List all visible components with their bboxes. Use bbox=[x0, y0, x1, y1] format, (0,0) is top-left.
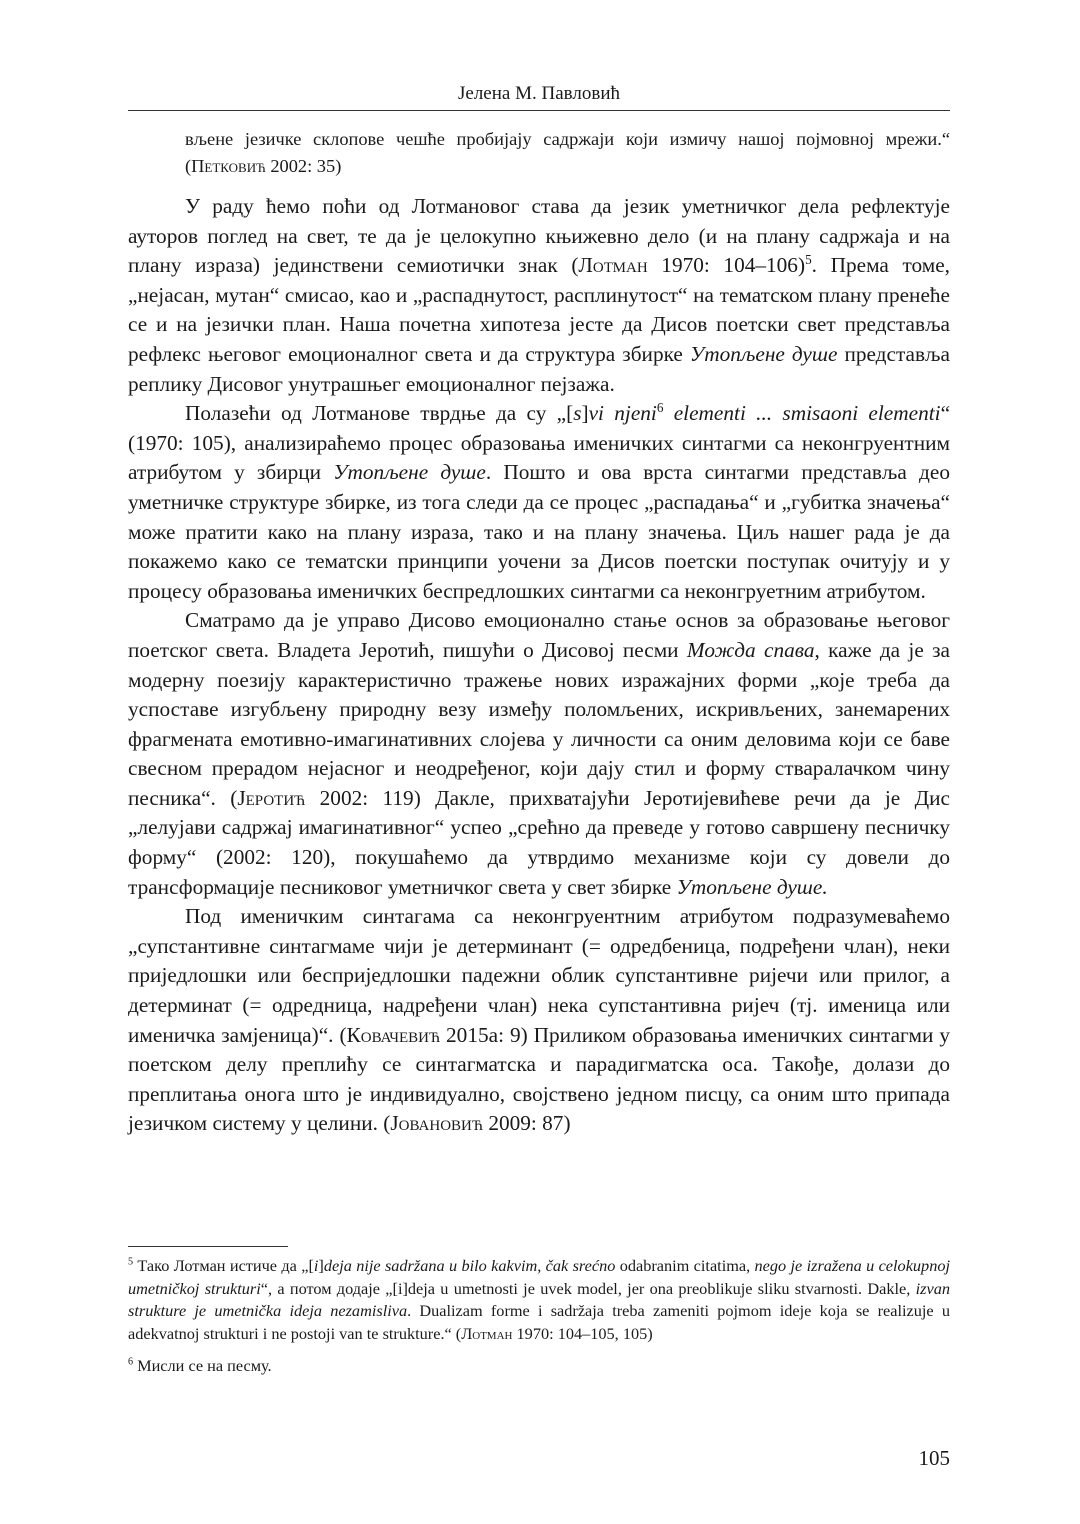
main-text bbox=[128, 126, 950, 1139]
running-head: Јелена М. Павловић bbox=[128, 80, 950, 111]
quote-continuation: вљене језичке склопове чешће пробијају садржаји који измичу нашој појмовној мрежи.“ (Петковић 2002: 35) bbox=[185, 129, 950, 176]
paragraph-3: Сматрамо да је управо Дисово емоционално стање основ за образовање његовог поетског света. Владета Јеротић, пишући о Дисовој песми Можда спава, каже да је за модерну поезију карактеристично тражење нових изражајних форми „које треба да успоставе изгубљену природну везу између поломљених, искривљених, занемарених фрагмената емотивно-имагинативних слојева у личности са оним деловима који се баве свесном прерадом нејасног и неодређеног, који дају стил и форму стваралачком чину песника“. (Јеротић 2002: 119) Дакле, прихватајући Јеротијевићеве речи да је Дис „лелујави садржај имагинативног“ успео „срећно да преведе у готово савршену песничку форму“ (2002: 120), покушаћемо да утврдимо механизме који су довели до трансформације песниковог уметничког света у свет збирке Утопљене душе. bbox=[128, 608, 950, 899]
page-number: 105 bbox=[918, 1446, 950, 1470]
footnote-ref-6: 6 bbox=[656, 400, 664, 416]
footnote-6: $^6$ Мисли се на песму. bbox=[128, 1356, 272, 1375]
paragraph-4: Под именичким синтагама са неконгруентним атрибутом подразумеваћемо „супстантивне синтагмаме чији је детерминант (= одредбеница, подређени члан), неки приједлошки или бесприједлошки падежни облик супстантивне ријечи или прилог, а детерминат (= одредница, надређени члан) нека супстантивна ријеч (тј. именица или именичка замјеница)“. (Ковачевић 2015а: 9) Приликом образовања именичких синтагми у поетском делу преплићу се синтагматска и парадигматска оса. Такође, долази до преплитања онога што је индивидуално, својствено једном писцу, са оним што припада језичком систему у целини. (Јовановић 2009: 87) bbox=[128, 904, 950, 1136]
footnotes bbox=[128, 1255, 950, 1388]
footnote-ref-5: 5 bbox=[805, 252, 812, 268]
paragraph-2: Полазећи од Лотманове тврдње да су „[s]vi njeni$^6$ elementi ... smisaoni elementi“ (1970: 105), анализираћемо процес образовања именичких синтагми са неконгруентним атрибутом у збирци Утопљене душе. Пошто и ова врста синтагми представља део уметничке структуре збирке, из тога следи да се процес „распадања“ и „губитка значења“ може пратити како на плану израза, тако и на плану значења. Циљ нашег рада је да покажемо како се тематски принципи уочени за Дисов поетски поступак очитују и у процесу образовања именичких беспредлошких синтагми са неконгруетним атрибутом. bbox=[128, 400, 951, 603]
paragraph-1: У раду ћемо поћи од Лотмановог става да језик уметничког дела рефлектује ауторов поглед на свет, те да је целокупно књижевно дело (и на плану садржаја и на плану израза) јединствени семиотички знак (Лотман 1970: 104–106)$^5$. Према томе, „нејасан, мутан“ смисао, као и „распаднутост, расплинутост“ на тематском плану пренеће се и на језички план. Наша почетна хипотеза јесте да Дисов поетски свет представља рефлекс његовог емоционалног света и да структура збирке Утопљене душе представља реплику Дисовог унутрашњег емоционалног пејзажа. bbox=[128, 194, 951, 396]
footnote-5: $^5$ Тако Лотман истиче да „[i]deja nije sadržana u bilo kakvim, čak srećno odabranim citatima, nego je izražena u celokupnoj umetničkoj strukturi“, а потом додаје „[i]deja u umetnosti je uvek model, jer ona preoblikuje sliku stvarnosti. Dakle, izvan strukture je umetnička ideja nezamisliva. Dualizam forme i sadržaja treba zameniti pojmom ideje koja se realizuje u adekvatnoj strukturi i ne postoji van te strukture.“ (Лотман 1970: 104–105, 105) bbox=[128, 1256, 951, 1343]
footnote-divider bbox=[128, 1246, 288, 1247]
